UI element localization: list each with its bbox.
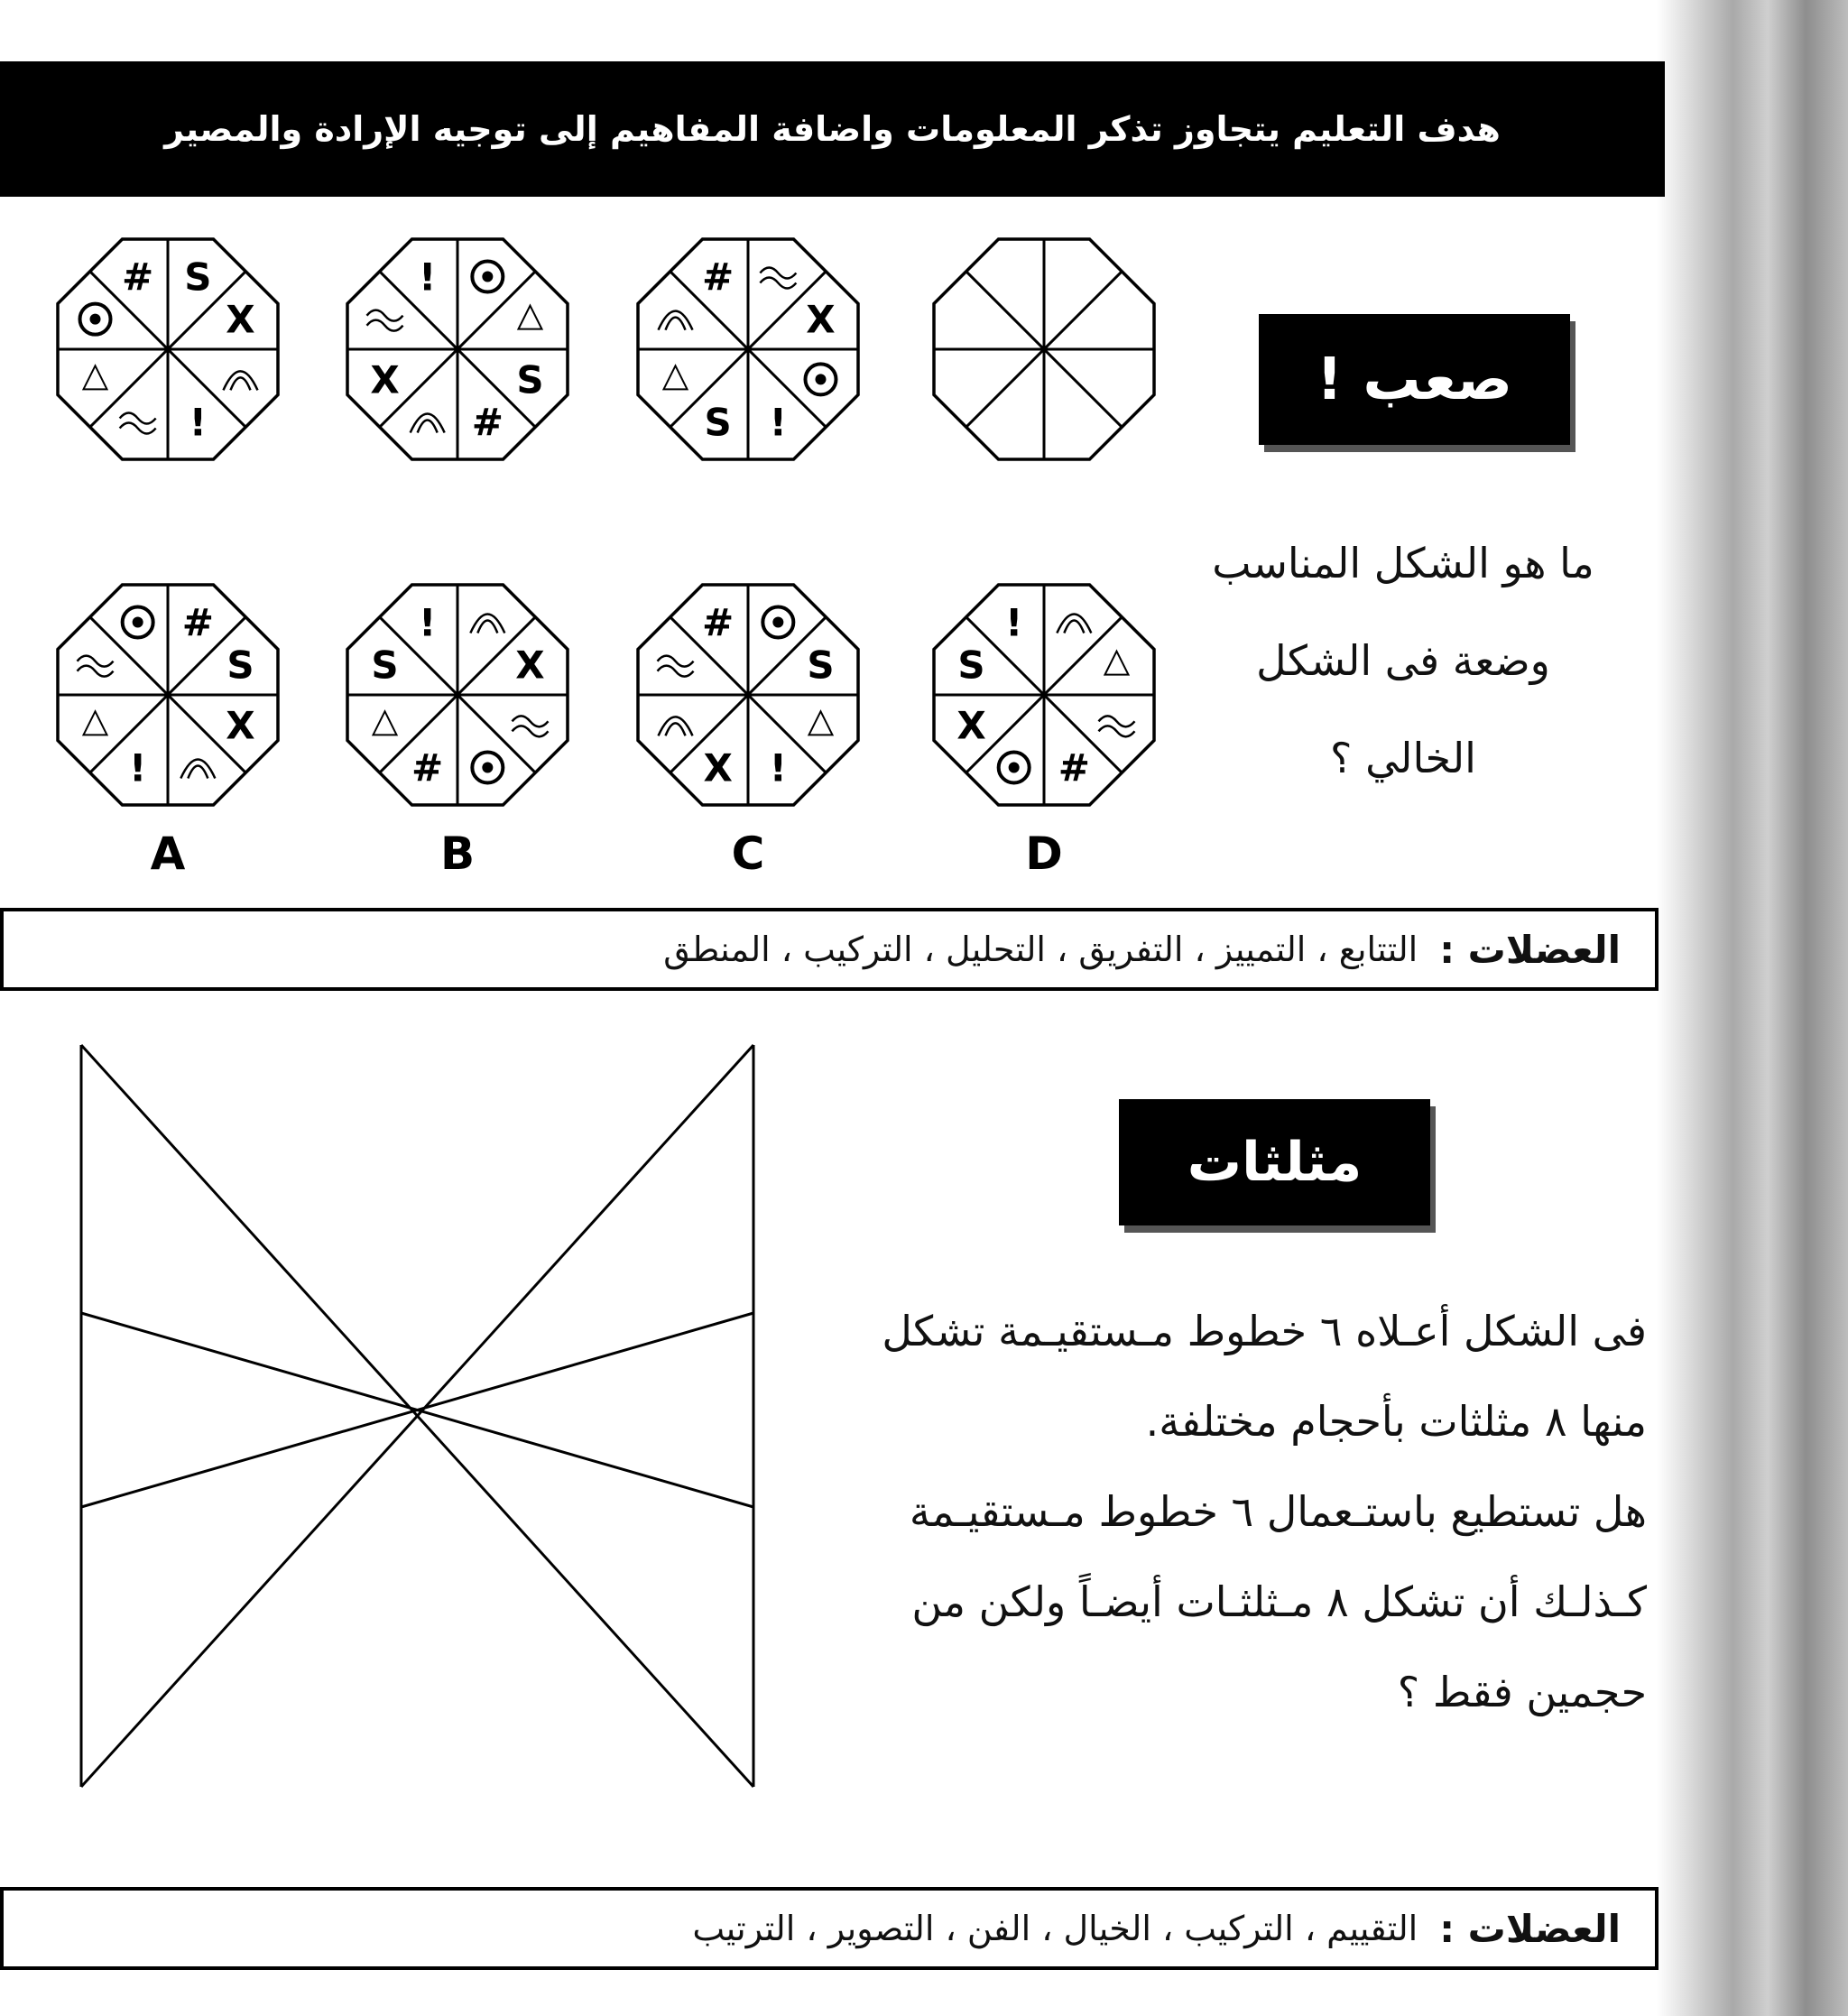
wave-symbol: [78, 656, 114, 677]
arc-symbol: [659, 311, 693, 330]
glyph-symbol: #: [702, 254, 735, 300]
question-line: حجمين فقط ؟: [1397, 1668, 1647, 1716]
sequence-octagon: [638, 239, 858, 459]
wave-symbol: [512, 716, 548, 736]
triangle-symbol: [808, 711, 832, 735]
sequence-octagon: [58, 239, 278, 459]
target-symbol: [805, 364, 836, 394]
glyph-symbol: S: [807, 643, 835, 688]
glyph-symbol: #: [122, 254, 154, 300]
glyph-symbol: #: [1058, 745, 1090, 791]
glyph-symbol: X: [806, 297, 836, 342]
triangles-figure: [63, 1038, 767, 1796]
option-octagon: [347, 585, 568, 805]
glyph-symbol: !: [769, 400, 787, 445]
triangle-symbol: [84, 365, 107, 389]
puzzle-label-text: صعب !: [1316, 346, 1513, 413]
arc-symbol: [223, 371, 257, 390]
arc-symbol: [1057, 615, 1091, 633]
skills-label: العضلات :: [1439, 927, 1621, 972]
question-line: ما هو الشكل المناسب: [1212, 539, 1594, 587]
glyph-symbol: S: [184, 254, 212, 300]
glyph-symbol: S: [704, 400, 732, 445]
glyph-symbol: X: [226, 703, 255, 748]
octagon-puzzle: [0, 208, 1191, 893]
option-letter: D: [1025, 828, 1063, 880]
triangle-symbol: [518, 306, 541, 329]
wave-symbol: [1098, 716, 1134, 736]
glyph-symbol: #: [411, 745, 444, 791]
header-banner: [0, 61, 1665, 197]
glyph-symbol: S: [957, 643, 985, 688]
question-line: منها ٨ مثلثات بأحجام مختلفة.: [1145, 1397, 1647, 1446]
target-symbol: [762, 607, 793, 638]
glyph-symbol: X: [226, 297, 255, 342]
glyph-symbol: #: [181, 600, 214, 645]
target-symbol: [999, 752, 1030, 782]
triangle-symbol: [374, 711, 397, 735]
glyph-symbol: #: [471, 400, 504, 445]
header-text: هدف التعليم يتجاوز تذكر المعلومات واضافة المفاهيم إلى توجيه الإرادة والمصير: [164, 109, 1501, 149]
option-octagon: [58, 585, 278, 805]
sequence-octagon: [347, 239, 568, 459]
skills-box-1: [0, 908, 1659, 991]
target-symbol: [472, 752, 503, 782]
question-line: فى الشكل أعـلاه ٦ خطوط مـستقيـمة تشكل: [882, 1307, 1647, 1355]
glyph-symbol: X: [956, 703, 986, 748]
option-letter: B: [439, 828, 476, 880]
target-symbol: [123, 607, 153, 638]
glyph-symbol: X: [515, 643, 545, 688]
skills-box-2: [0, 1887, 1659, 1970]
glyph-symbol: !: [1005, 600, 1023, 645]
triangle-symbol: [1104, 652, 1128, 675]
question-line: وضعة فى الشكل: [1256, 636, 1550, 685]
question-line: الخالي ؟: [1330, 734, 1476, 782]
arc-symbol: [411, 413, 445, 432]
glyph-symbol: !: [769, 745, 787, 791]
target-symbol: [472, 262, 503, 292]
wave-symbol: [658, 656, 694, 677]
puzzle2-question: [866, 1286, 1647, 1737]
page-edge-shadow: [1657, 0, 1848, 2016]
skills-text: التتابع ، التمييز ، التفريق ، التحليل ، التركيب ، المنطق: [663, 929, 1418, 969]
sequence-octagon: [934, 239, 1154, 459]
glyph-symbol: !: [129, 745, 147, 791]
puzzle-label-triangles: [1119, 1099, 1430, 1225]
question-line: كـذلـك أن تشكل ٨ مـثلثـات أيضـاً ولكن من: [911, 1577, 1647, 1626]
option-letter: A: [150, 828, 186, 880]
skills-text: التقييم ، التركيب ، الخيال ، الفن ، التصوير ، الترتيب: [692, 1909, 1418, 1948]
puzzle1-question: [1173, 514, 1633, 807]
target-symbol: [80, 304, 111, 335]
glyph-symbol: X: [370, 357, 400, 402]
glyph-symbol: S: [516, 357, 544, 402]
glyph-symbol: !: [419, 254, 437, 300]
option-letter: C: [731, 828, 765, 880]
skills-label: العضلات :: [1439, 1906, 1621, 1951]
triangle-symbol: [84, 711, 107, 735]
glyph-symbol: S: [226, 643, 254, 688]
glyph-symbol: S: [371, 643, 399, 688]
wave-symbol: [367, 310, 403, 331]
arc-symbol: [180, 759, 215, 778]
glyph-symbol: !: [419, 600, 437, 645]
wave-symbol: [120, 412, 156, 433]
arc-symbol: [470, 615, 504, 633]
wave-symbol: [760, 268, 796, 289]
glyph-symbol: #: [702, 600, 735, 645]
puzzle-label-text: مثلثات: [1187, 1131, 1363, 1194]
arc-symbol: [659, 717, 693, 735]
option-octagon: [638, 585, 858, 805]
glyph-symbol: !: [189, 400, 207, 445]
puzzle-label-hard: [1259, 314, 1570, 445]
option-octagon: [934, 585, 1154, 805]
triangle-symbol: [664, 365, 688, 389]
question-line: هل تستطيع باستـعمال ٦ خطوط مـستقيـمة: [909, 1487, 1647, 1536]
glyph-symbol: X: [703, 745, 733, 791]
